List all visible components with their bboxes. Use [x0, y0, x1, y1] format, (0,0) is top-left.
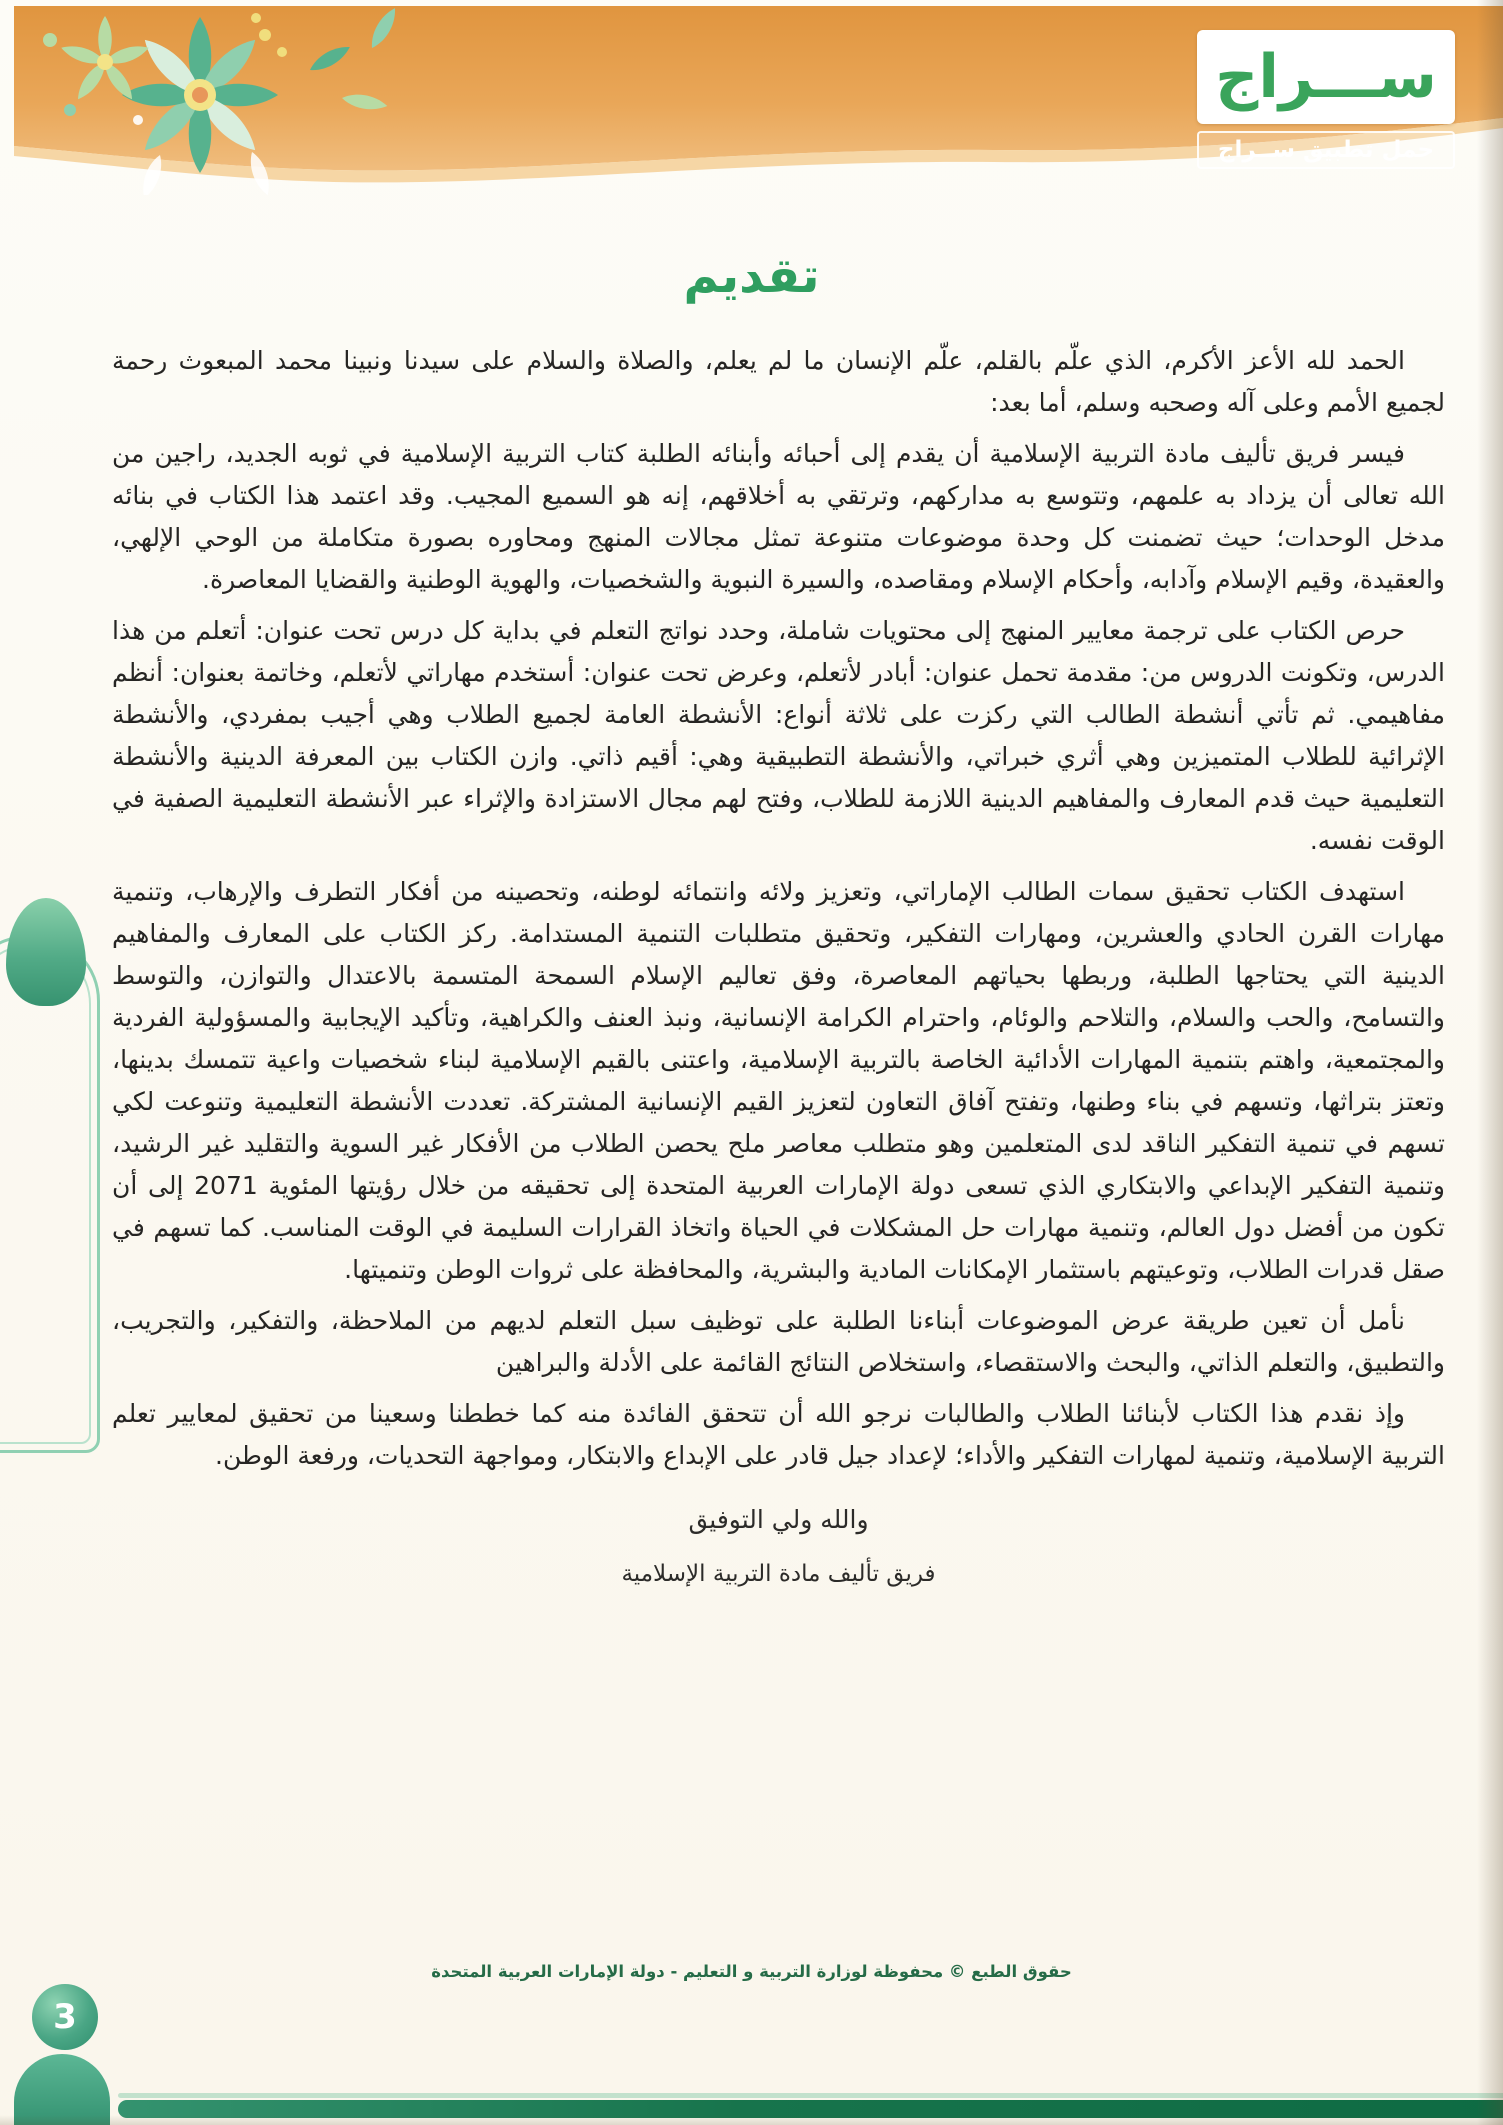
siraj-logo — [1197, 30, 1455, 169]
paragraph: فيسر فريق تأليف مادة التربية الإسلامية أن يقدم إلى أحبائه وأبنائه الطلبة كتاب التربية الإسلامية في ثوبه الجديد، راجين من الله تعالى أن يزداد به علمهم، وتتوسع به مداركهم، وترتقي به أخلاقهم، إنه هو السميع المجيب. وقد اعتمد هذا الكتاب في بنائه مدخل الوحدات؛ حيث تضمنت كل وحدة موضوعات متنوعة تمثل مجالات المنهج ومحاوره بصورة متكاملة من الوحي الإلهي، والعقيدة، وقيم الإسلام وآدابه، وأحكام الإسلام ومقاصده، والسيرة النبوية والشخصيات، والهوية الوطنية والقضايا المعاصرة. — [112, 439, 1445, 594]
paragraph: حرص الكتاب على ترجمة معايير المنهج إلى محتويات شاملة، وحدد نواتج التعلم في بداية كل درس تحت عنوان: أتعلم من هذا الدرس، وتكونت الدروس من: مقدمة تحمل عنوان: أبادر لأتعلم، وعرض تحت عنوان: أستخدم مهاراتي لأتعلم، وخاتمة بعنوان: أنظم مفاهيمي. ثم تأتي أنشطة الطالب التي ركزت على ثلاثة أنواع: الأنشطة العامة لجميع الطلاب وهي أجيب بمفردي، والأنشطة الإثرائية للطلاب المتميزين وهي أثري خبراتي، والأنشطة التطبيقية وهي: أقيم ذاتي. وازن الكتاب بين المعرفة الدينية والأنشطة التعليمية حيث قدم المعارف والمفاهيم الدينية اللازمة للطلاب، وفتح لهم مجال الاستزادة والإثراء عبر الأنشطة التعليمية الصفية في الوقت نفسه. — [112, 616, 1445, 855]
bottom-band-light — [118, 2093, 1503, 2098]
scan-edge-shadow — [1477, 0, 1503, 2125]
page-number-badge: 3 — [32, 1984, 98, 2050]
page-title: تقديم — [683, 248, 820, 304]
paragraph: وإذ نقدم هذا الكتاب لأبنائنا الطلاب والطالبات نرجو الله أن تتحقق الفائدة منه كما خططنا وسعينا من تحقيق لمعايير تعلم التربية الإسلامية، وتنمية لمهارات التفكير والأداء؛ لإعداد جيل قادر على الإبداع والابتكار، ومواجهة التحديات، ورفعة الوطن. — [112, 1399, 1445, 1470]
siraj-app-tagline: حمل تطبيق ســراج — [1197, 131, 1455, 169]
closing-line: والله ولي التوفيق — [688, 1505, 869, 1534]
bottom-left-decoration — [14, 2054, 110, 2125]
paragraph: استهدف الكتاب تحقيق سمات الطالب الإماراتي، وتعزيز ولائه وانتمائه لوطنه، وتحصينه من أفكار التطرف والإرهاب، وتنمية مهارات القرن الحادي والعشرين، ومهارات التفكير، وتحقيق متطلبات التنمية المستدامة. ركز الكتاب على المعارف والمفاهيم الدينية التي يحتاجها الطلبة، وربطها بحياتهم المعاصرة، وفق تعاليم الإسلام السمحة المتسمة بالاعتدال والتوازن، والتوسط والتسامح، والحب والسلام، والتلاحم والوئام، واحترام الكرامة الإنسانية، ونبذ العنف والكراهية، وتأكيد الإيجابية والمسؤولية الفردية والمجتمعية، واهتم بتنمية المهارات الأدائية الخاصة بالتربية الإسلامية، واعتنى بالقيم الإسلامية لبناء شخصيات واعية تتمسك بدينها، وتعتز بتراثها، وتسهم في بناء وطنها، وتفتح آفاق التعاون لتعزيز القيم الإنسانية المشتركة. تعددت الأنشطة التعليمية وتنوعت لكي تسهم في تنمية التفكير الناقد لدى المتعلمين وهو متطلب معاصر ملح يحصن الطلاب من الأفكار غير السوية والتقليد غير الرشيد، وتنمية التفكير الإبداعي والابتكاري الذي تسعى دولة الإمارات العربية المتحدة إلى تحقيقه من خلال رؤيتها المئوية 2071 إلى أن تكون من أفضل دول العالم، وتنمية مهارات حل المشكلات في الحياة واتخاذ القرارات السليمة في الوقت المناسب. كما تسهم في صقل قدرات الطلاب، وتوعيتهم باستثمار الإمكانات المادية والبشرية، والمحافظة على ثروات الوطن وتنميتها. — [112, 877, 1445, 1284]
bottom-band — [118, 2100, 1503, 2118]
siraj-wordmark — [1197, 30, 1455, 124]
byline: فريق تأليف مادة التربية الإسلامية — [621, 1561, 936, 1587]
arch-dome-decoration — [6, 898, 86, 1006]
siraj-wordmark-text: ســـراج — [1215, 42, 1437, 112]
paragraph: الحمد لله الأعز الأكرم، الذي علّم بالقلم، علّم الإنسان ما لم يعلم، والصلاة والسلام على سيدنا ونبينا محمد المبعوث رحمة لجميع الأمم وعلى آله وصحبه وسلم، أما بعد: — [112, 346, 1445, 417]
copyright-footer: حقوق الطبع © محفوظة لوزارة التربية و التعليم - دولة الإمارات العربية المتحدة — [431, 1962, 1072, 1981]
document-body — [112, 340, 1445, 1594]
arch-frame-decoration — [0, 935, 100, 1453]
paragraph: نأمل أن تعين طريقة عرض الموضوعات أبناءنا الطلبة على توظيف سبل التعلم لديهم من الملاحظة، والتفكير، والتجريب، والتطبيق، والتعلم الذاتي، والبحث والاستقصاء، واستخلاص النتائج القائمة على الأدلة والبراهين — [112, 1306, 1445, 1377]
